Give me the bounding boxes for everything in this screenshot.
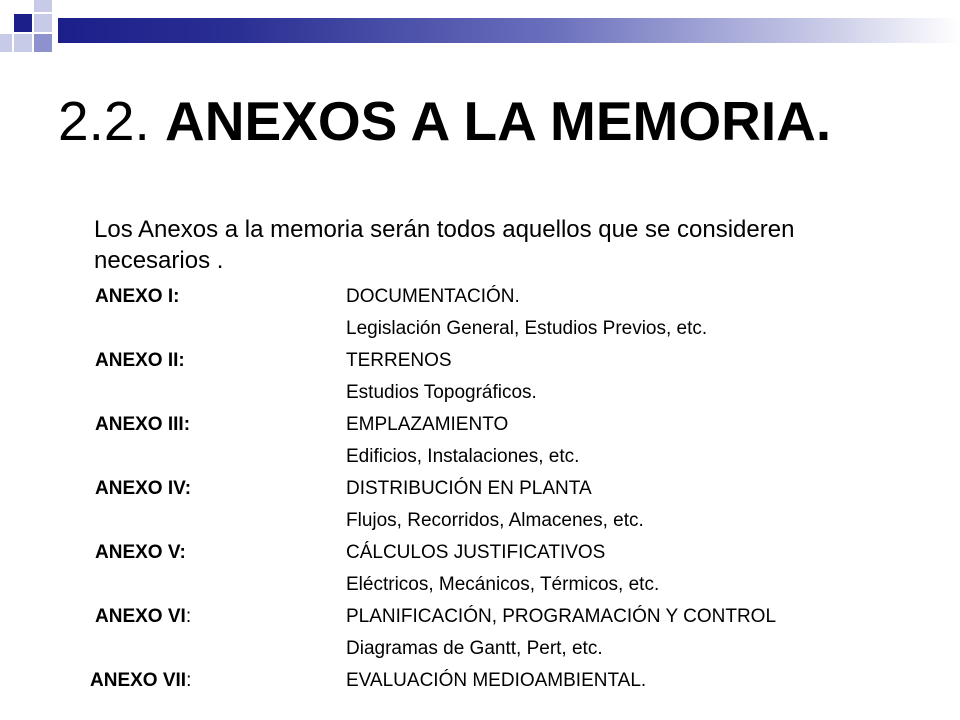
intro-paragraph: Los Anexos a la memoria serán todos aquellos que se consideren necesarios .: [94, 216, 795, 274]
decorative-square: [34, 14, 52, 32]
header-gradient-bar: [58, 18, 960, 43]
annex-name: PLANIFICACIÓN, PROGRAMACIÓN Y CONTROL: [346, 606, 777, 627]
annex-row: [0, 538, 960, 568]
annex-detail-row: [0, 634, 960, 664]
annex-label: ANEXO VII:: [90, 670, 192, 691]
slide-title: [58, 86, 831, 156]
annex-label: ANEXO IV:: [95, 478, 192, 499]
annex-name: EVALUACIÓN MEDIOAMBIENTAL.: [346, 670, 647, 691]
title-text: ANEXOS A LA MEMORIA.: [165, 90, 832, 152]
annex-row: [0, 410, 960, 440]
decorative-square: [14, 34, 32, 52]
decorative-square: [14, 14, 32, 32]
annex-detail: Edificios, Instalaciones, etc.: [346, 446, 580, 467]
annex-label: ANEXO III:: [95, 414, 191, 435]
annex-name: CÁLCULOS JUSTIFICATIVOS: [346, 542, 606, 563]
annex-detail: Legislación General, Estudios Previos, etc.: [346, 318, 708, 339]
annex-row: [0, 474, 960, 504]
annex-label: ANEXO II:: [95, 350, 185, 371]
annex-name: EMPLAZAMIENTO: [346, 414, 509, 435]
annex-name: DISTRIBUCIÓN EN PLANTA: [346, 478, 592, 499]
annex-name: DOCUMENTACIÓN.: [346, 286, 520, 307]
annex-label: ANEXO I:: [95, 286, 180, 307]
annex-row: [0, 666, 960, 696]
title-number: 2.2.: [58, 90, 150, 152]
decorative-square: [34, 34, 52, 52]
annex-detail-row: [0, 378, 960, 408]
decorative-square: [0, 34, 12, 52]
annex-detail: Estudios Topográficos.: [346, 382, 537, 403]
annex-row: [0, 282, 960, 312]
annex-row: [0, 346, 960, 376]
decorative-square: [34, 0, 52, 12]
annex-row: [0, 602, 960, 632]
annex-detail-row: [0, 570, 960, 600]
annex-detail: Diagramas de Gantt, Pert, etc.: [346, 638, 603, 659]
annex-detail-row: [0, 442, 960, 472]
annex-name: TERRENOS: [346, 350, 452, 371]
annex-label: ANEXO VI:: [95, 606, 192, 627]
annex-detail-row: [0, 314, 960, 344]
annex-detail: Flujos, Recorridos, Almacenes, etc.: [346, 510, 644, 531]
annex-detail: Eléctricos, Mecánicos, Térmicos, etc.: [346, 574, 660, 595]
annex-label: ANEXO V:: [95, 542, 186, 563]
annex-detail-row: [0, 506, 960, 536]
